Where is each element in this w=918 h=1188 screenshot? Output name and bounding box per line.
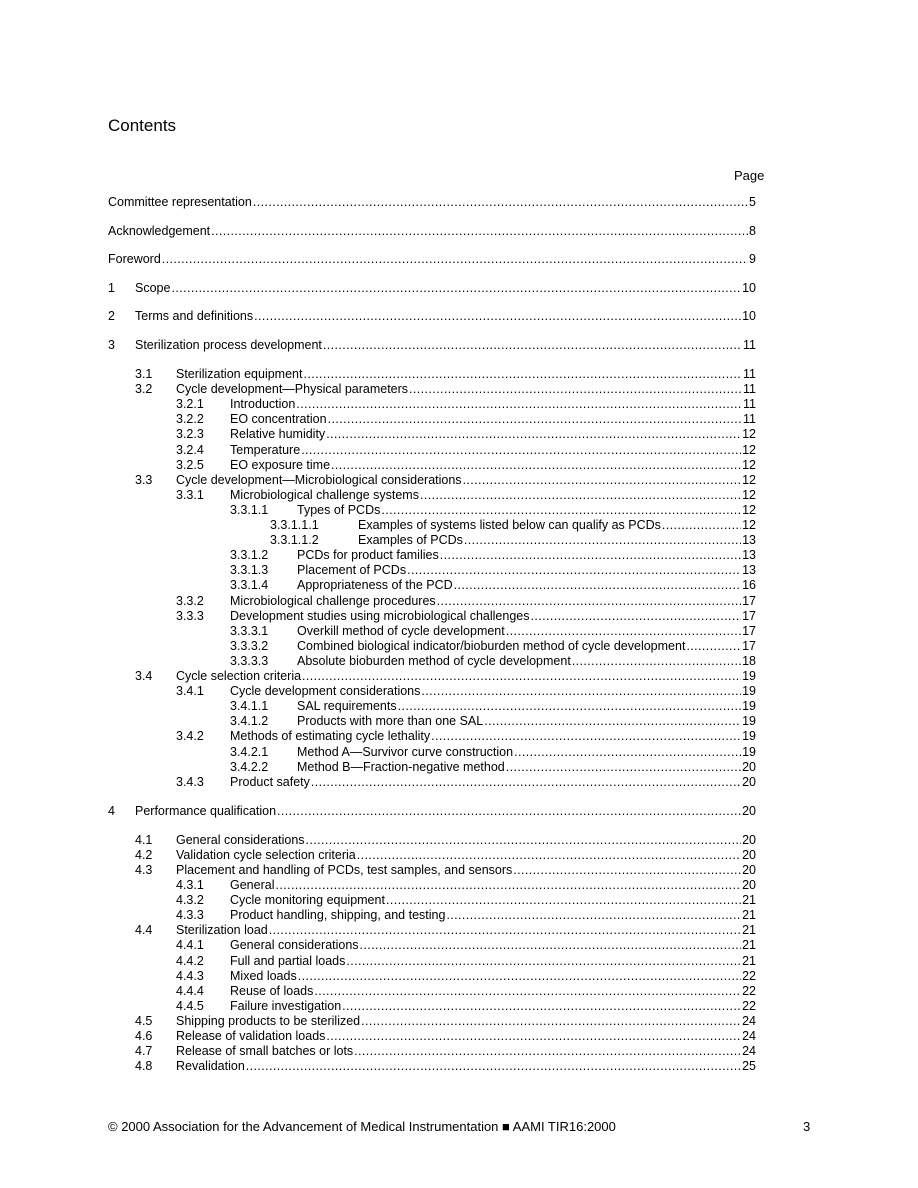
toc-entry-page: 11: [743, 397, 756, 412]
toc-entry-page: 12: [742, 502, 756, 517]
toc-entry-page: 20: [742, 847, 756, 862]
toc-entry-number: 3.3.1.1.1: [270, 518, 319, 532]
toc-entry-number: 3.4.2.1: [230, 744, 269, 759]
toc-entry-title: Overkill method of cycle development: [297, 623, 505, 638]
toc-entry-number: 4.1: [135, 832, 153, 847]
toc-entry-title: Cycle selection criteria: [176, 669, 302, 683]
toc-dot-leader: [431, 729, 741, 744]
toc-entry-title: Placement and handling of PCDs, test samples, and sensors: [176, 862, 513, 877]
toc-entry-number: 3.3.1: [176, 487, 204, 502]
toc-entry-title: Release of validation loads: [176, 1029, 326, 1043]
toc-entry[interactable]: [176, 878, 756, 893]
toc-entry-number: 3.3.1.2: [230, 548, 269, 563]
toc-entry-page: 5: [749, 195, 756, 209]
toc-entry-number: 4.4: [135, 923, 153, 938]
toc-entry-page: 17: [742, 638, 756, 653]
toc-entry-title: Foreword: [108, 252, 161, 266]
toc-entry[interactable]: [176, 999, 756, 1014]
toc-dot-leader: [662, 518, 741, 533]
toc-entry-page: 17: [742, 623, 756, 638]
toc-entry-page: 21: [742, 938, 756, 953]
toc-entry-number: 3.3.1.1: [230, 502, 269, 517]
toc-entry-page: 13: [742, 563, 756, 578]
toc-entry[interactable]: [176, 893, 756, 908]
footer-copyright: © 2000 Association for the Advancement of Medical Instrumentation ■ AAMI TIR16:2000: [108, 1119, 616, 1134]
toc-entry-title: Cycle monitoring equipment: [230, 893, 385, 908]
toc-entry-number: 3.2: [135, 382, 153, 397]
toc-dot-leader: [386, 893, 741, 908]
toc-entry-title: Microbiological challenge procedures: [230, 593, 436, 608]
toc-entry-title: Sterilization process development: [135, 338, 322, 352]
toc-entry[interactable]: [135, 923, 756, 938]
toc-entry-title: Method A—Survivor curve construction: [297, 744, 514, 759]
toc-dot-leader: [211, 224, 748, 239]
toc-entry-title: Terms and definitions: [135, 309, 254, 323]
toc-dot-leader: [311, 775, 741, 790]
toc-entry-title: Release of small batches or lots: [176, 1044, 354, 1059]
toc-entry-page: 8: [749, 224, 756, 238]
toc-dot-leader: [326, 427, 741, 442]
toc-entry-page: 10: [742, 309, 756, 323]
toc-entry-title: Performance qualification: [135, 803, 277, 818]
toc-entry-title: Temperature: [230, 442, 301, 457]
toc-entry-number: 4.5: [135, 1013, 153, 1028]
toc-entry-number: 3.3: [135, 472, 153, 487]
toc-entry-page: 22: [742, 968, 756, 983]
toc-entry-number: 4.7: [135, 1044, 153, 1059]
toc-entry-page: 11: [743, 412, 756, 427]
toc-entry[interactable]: [108, 338, 756, 353]
toc-dot-leader: [323, 338, 742, 353]
toc-entry-title: EO exposure time: [230, 457, 331, 472]
toc-entry-page: 12: [742, 457, 756, 472]
toc-entry[interactable]: [135, 367, 756, 382]
toc-dot-leader: [162, 252, 748, 267]
toc-entry[interactable]: [135, 833, 756, 848]
toc-entry-page: 25: [742, 1059, 756, 1074]
toc-entry-number: 3.3.1.3: [230, 563, 269, 578]
toc-entry-number: 3.2.2: [176, 412, 204, 427]
toc-entry-page: 24: [742, 1044, 756, 1059]
toc-dot-leader: [530, 609, 741, 624]
toc-entry[interactable]: [176, 684, 756, 699]
toc-dot-leader: [464, 533, 741, 548]
toc-entry-title: Committee representation: [108, 195, 252, 209]
toc-entry-page: 9: [749, 252, 756, 266]
toc-entry-number: 3.4.1.1: [230, 699, 269, 714]
toc-dot-leader: [354, 1044, 741, 1059]
toc-entry-number: 3.3.2: [176, 593, 204, 608]
toc-entry-page: 18: [742, 653, 756, 668]
toc-entry-page: 12: [742, 472, 756, 487]
toc-entry[interactable]: [270, 533, 756, 548]
toc-entry-title: PCDs for product families: [297, 548, 439, 563]
toc-dot-leader: [420, 488, 741, 503]
toc-dot-leader: [277, 804, 741, 819]
toc-entry-page: 12: [742, 518, 756, 532]
toc-entry[interactable]: [108, 281, 756, 296]
toc-entry-number: 4.8: [135, 1059, 153, 1074]
toc-entry-title: Mixed loads: [230, 968, 297, 983]
toc-entry-title: Validation cycle selection criteria: [176, 847, 356, 862]
toc-entry-title: Product handling, shipping, and testing: [230, 908, 446, 923]
toc-dot-leader: [484, 714, 741, 729]
toc-entry-title: Methods of estimating cycle lethality: [230, 729, 431, 744]
toc-entry[interactable]: [135, 1059, 756, 1074]
toc-entry[interactable]: [270, 518, 756, 533]
toc-dot-leader: [381, 503, 741, 518]
toc-entry[interactable]: [176, 488, 756, 503]
toc-dot-leader: [506, 624, 741, 639]
toc-entry-title: Placement of PCDs: [297, 563, 407, 578]
toc-entry-title: Introduction: [230, 397, 296, 412]
toc-dot-leader: [171, 281, 741, 296]
toc-entry-number: 3.4: [135, 669, 153, 683]
toc-entry-title: Relative humidity: [230, 427, 326, 442]
toc-dot-leader: [314, 984, 741, 999]
toc-entry[interactable]: [176, 397, 756, 412]
toc-entry-title: Scope: [135, 281, 171, 295]
toc-entry[interactable]: [176, 594, 756, 609]
toc-dot-leader: [361, 1014, 741, 1029]
toc-entry[interactable]: [135, 1014, 756, 1029]
toc-entry[interactable]: [230, 624, 756, 639]
toc-entry[interactable]: [230, 503, 756, 518]
toc-entry-number: 3.2.4: [176, 442, 204, 457]
toc-entry-number: 3.1: [135, 367, 153, 381]
toc-dot-leader: [303, 367, 742, 382]
toc-entry[interactable]: [135, 382, 756, 397]
toc-entry-page: 19: [742, 714, 756, 729]
toc-entry-page: 11: [743, 338, 756, 352]
toc-entry-title: EO concentration: [230, 412, 327, 427]
toc-dot-leader: [269, 923, 741, 938]
toc-entry[interactable]: [176, 729, 756, 744]
toc-entry-number: 1: [108, 281, 115, 295]
toc-dot-leader: [506, 760, 741, 775]
toc-entry-number: 4.3: [135, 862, 153, 877]
toc-entry[interactable]: [108, 195, 756, 210]
toc-entry[interactable]: [108, 252, 756, 267]
toc-entry-number: 4.3.2: [176, 893, 204, 908]
toc-entry-page: 13: [742, 548, 756, 563]
toc-entry-page: 20: [742, 878, 756, 892]
toc-dot-leader: [346, 954, 741, 969]
toc-entry-number: 3.2.3: [176, 427, 204, 442]
toc-entry-page: 20: [742, 862, 756, 877]
toc-entry-number: 3: [108, 338, 115, 352]
toc-entry[interactable]: [135, 473, 756, 488]
toc-entry[interactable]: [135, 1044, 756, 1059]
toc-entry-number: 4.2: [135, 847, 153, 862]
toc-entry-page: 21: [742, 953, 756, 968]
toc-entry[interactable]: [108, 224, 756, 239]
toc-entry-number: 3.3.3.3: [230, 653, 269, 668]
toc-entry[interactable]: [108, 309, 756, 324]
toc-entry[interactable]: [230, 654, 756, 669]
toc-entry-page: 16: [742, 578, 756, 593]
toc-entry[interactable]: [135, 863, 756, 878]
toc-entry-number: 4.4.3: [176, 968, 204, 983]
toc-entry[interactable]: [230, 714, 756, 729]
toc-dot-leader: [302, 669, 741, 684]
toc-entry-title: Cycle development—Physical parameters: [176, 382, 409, 397]
toc-entry-page: 11: [743, 367, 756, 381]
toc-entry-number: 3.2.1: [176, 397, 204, 412]
toc-entry-page: 20: [742, 774, 756, 789]
toc-entry-title: Cycle development—Microbiological considerations: [176, 472, 462, 487]
toc-entry-page: 10: [742, 281, 756, 295]
toc-entry-page: 19: [742, 744, 756, 759]
toc-entry-page: 19: [742, 669, 756, 683]
toc-dot-leader: [301, 443, 741, 458]
toc-entry-page: 22: [742, 983, 756, 998]
toc-entry-title: Reuse of loads: [230, 983, 314, 998]
toc-dot-leader: [437, 594, 741, 609]
toc-entry[interactable]: [230, 699, 756, 714]
toc-entry-page: 22: [742, 998, 756, 1013]
toc-entry-page: 21: [742, 923, 756, 938]
toc-entry[interactable]: [230, 578, 756, 593]
toc-dot-leader: [398, 699, 742, 714]
toc-dot-leader: [446, 908, 741, 923]
toc-dot-leader: [421, 684, 741, 699]
toc-entry-number: 4.4.4: [176, 983, 204, 998]
toc-entry-title: General considerations: [230, 938, 359, 953]
toc-entry-number: 3.3.3.1: [230, 623, 269, 638]
toc-entry-title: Acknowledgement: [108, 224, 211, 238]
toc-entry-title: Development studies using microbiological challenges: [230, 608, 530, 623]
toc-entry-number: 4.4.1: [176, 938, 204, 953]
toc-entry-title: Failure investigation: [230, 998, 342, 1013]
toc-entry-page: 24: [742, 1029, 756, 1043]
toc-dot-leader: [513, 863, 741, 878]
toc-entry-page: 20: [742, 759, 756, 774]
toc-entry-title: Method B—Fraction-negative method: [297, 759, 505, 774]
toc-entry[interactable]: [230, 745, 756, 760]
page-title: Contents: [108, 116, 177, 135]
toc-entry[interactable]: [135, 1029, 756, 1044]
toc-entry-page: 20: [742, 832, 756, 847]
toc-dot-leader: [246, 1059, 741, 1074]
toc-entry[interactable]: [176, 954, 756, 969]
toc-entry-number: 2: [108, 309, 115, 323]
toc-dot-leader: [357, 848, 741, 863]
page-column-label: Page: [734, 168, 765, 183]
toc-entry[interactable]: [135, 669, 756, 684]
toc-dot-leader: [342, 999, 741, 1014]
toc-entry-number: 3.4.1: [176, 684, 204, 699]
toc-dot-leader: [572, 654, 741, 669]
toc-entry-page: 20: [742, 803, 756, 818]
toc-entry-page: 13: [742, 533, 756, 548]
toc-entry[interactable]: [176, 775, 756, 790]
toc-entry-title: Combined biological indicator/bioburden method of cycle development: [297, 638, 686, 653]
toc-dot-leader: [328, 412, 742, 427]
toc-entry-page: 19: [742, 684, 756, 699]
toc-entry[interactable]: [176, 458, 756, 473]
toc-dot-leader: [326, 1029, 741, 1044]
toc-dot-leader: [253, 195, 748, 210]
toc-entry-number: 3.3.1.1.2: [270, 533, 319, 548]
toc-dot-leader: [407, 563, 741, 578]
toc-dot-leader: [254, 309, 741, 324]
toc-dot-leader: [440, 548, 741, 563]
toc-entry[interactable]: [176, 443, 756, 458]
toc-dot-leader: [409, 382, 742, 397]
toc-entry[interactable]: [176, 412, 756, 427]
toc-entry-page: 17: [742, 608, 756, 623]
toc-dot-leader: [686, 639, 741, 654]
toc-entry-number: 4: [108, 803, 115, 818]
toc-entry[interactable]: [230, 639, 756, 654]
toc-entry-title: Appropriateness of the PCD: [297, 578, 453, 593]
toc-entry-number: 3.4.1.2: [230, 714, 269, 729]
toc-entry-title: Examples of PCDs: [358, 533, 463, 548]
toc-entry-page: 21: [742, 893, 756, 908]
toc-entry[interactable]: [176, 427, 756, 442]
footer-page-number: 3: [803, 1119, 811, 1134]
toc-entry-page: 19: [742, 699, 756, 714]
toc-entry-page: 12: [742, 427, 756, 442]
toc-entry-title: Cycle development considerations: [230, 684, 421, 699]
toc-entry[interactable]: [135, 848, 756, 863]
toc-entry[interactable]: [176, 984, 756, 999]
toc-entry-page: 12: [742, 487, 756, 502]
toc-entry-number: 4.4.5: [176, 998, 204, 1013]
toc-entry-number: 3.3.1.4: [230, 578, 269, 593]
toc-entry-page: 19: [742, 729, 756, 744]
toc-dot-leader: [331, 458, 741, 473]
toc-entry[interactable]: [230, 563, 756, 578]
toc-entry[interactable]: [176, 938, 756, 953]
toc-entry-title: Product safety: [230, 774, 310, 789]
toc-dot-leader: [296, 397, 742, 412]
toc-entry-title: Full and partial loads: [230, 953, 346, 968]
toc-entry-title: Shipping products to be sterilized: [176, 1013, 361, 1028]
toc-entry-title: Examples of systems listed below can qualify as PCDs: [358, 518, 661, 532]
toc-entry-number: 3.3.3.2: [230, 638, 269, 653]
toc-entry-number: 4.3.3: [176, 908, 204, 923]
toc-entry-title: Absolute bioburden method of cycle development: [297, 653, 571, 668]
toc-entry-title: General: [230, 878, 275, 892]
toc-entry[interactable]: [176, 908, 756, 923]
toc-entry[interactable]: [176, 609, 756, 624]
toc-entry[interactable]: [108, 804, 756, 819]
toc-dot-leader: [463, 473, 742, 488]
toc-entry[interactable]: [176, 969, 756, 984]
toc-entry-page: 17: [742, 593, 756, 608]
toc-entry-title: Revalidation: [176, 1059, 245, 1074]
toc-entry-number: 3.4.2.2: [230, 759, 269, 774]
toc-entry-page: 11: [743, 382, 756, 397]
toc-entry-title: Sterilization load: [176, 923, 268, 938]
toc-entry-number: 4.4.2: [176, 953, 204, 968]
toc-entry[interactable]: [230, 760, 756, 775]
toc-entry-title: Types of PCDs: [297, 502, 381, 517]
toc-entry-number: 4.6: [135, 1029, 153, 1043]
toc-entry-title: Sterilization equipment: [176, 367, 303, 381]
toc-entry-number: 3.2.5: [176, 457, 204, 472]
toc-dot-leader: [360, 938, 742, 953]
toc-entry[interactable]: [230, 548, 756, 563]
toc-entry-title: SAL requirements: [297, 699, 397, 714]
toc-dot-leader: [298, 969, 741, 984]
toc-entry-page: 12: [742, 442, 756, 457]
toc-entry-page: 24: [742, 1013, 756, 1028]
toc-dot-leader: [306, 833, 742, 848]
toc-entry-number: 3.3.3: [176, 608, 204, 623]
toc-dot-leader: [514, 745, 741, 760]
toc-entry-number: 3.4.3: [176, 774, 204, 789]
toc-dot-leader: [454, 578, 741, 593]
toc-entry-title: Products with more than one SAL: [297, 714, 484, 729]
toc-entry-number: 4.3.1: [176, 878, 204, 892]
toc-dot-leader: [275, 878, 741, 893]
toc-entry-number: 3.4.2: [176, 729, 204, 744]
toc-entry-title: Microbiological challenge systems: [230, 487, 419, 502]
toc-entry-page: 21: [742, 908, 756, 923]
toc-entry-title: General considerations: [176, 832, 305, 847]
